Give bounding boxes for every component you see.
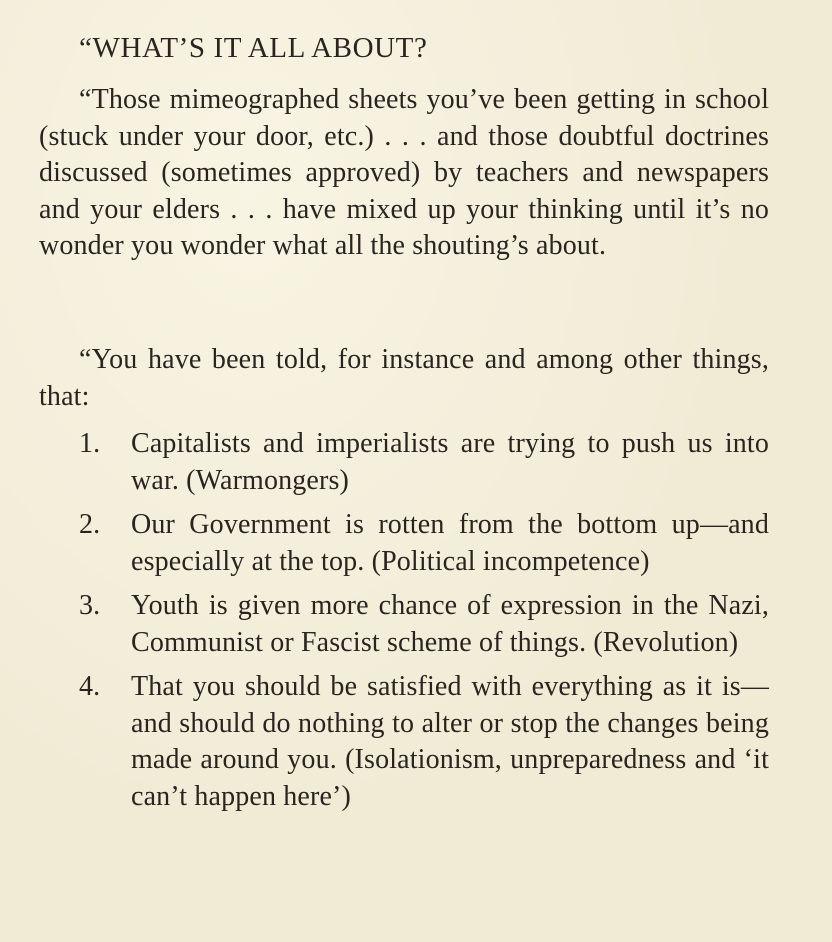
- claims-list: [79, 426, 769, 815]
- list-item-text: Capitalists and imperialists are trying to push us into war. (Warmongers): [131, 428, 769, 496]
- list-item-number: 3.: [79, 590, 101, 621]
- section-heading: “WHAT’S IT ALL ABOUT?: [79, 32, 428, 64]
- list-item-text: Our Government is rotten from the bottom up—and especially at the top. (Political incompetence): [131, 509, 769, 577]
- list-item-number: 1.: [79, 428, 101, 459]
- intro-paragraph: “Those mimeographed sheets you’ve been getting in school (stuck under your door, etc.) . . . and those doubtful doctrines discussed (sometimes approved) by teachers and newspapers and your elders . . . have mixed up your thinking until it’s no wonder you wonder what all the shouting’s about.: [39, 84, 769, 261]
- list-item-number: 4.: [79, 671, 101, 702]
- list-item-number: 2.: [79, 509, 101, 540]
- list-item: [79, 507, 769, 580]
- list-item-text: Youth is given more chance of expression in the Nazi, Communist or Fascist scheme of things. (Revolution): [131, 590, 769, 658]
- list-item: [79, 669, 769, 815]
- lead-in-paragraph: “You have been told, for instance and among other things, that:: [39, 344, 769, 412]
- list-item: [79, 588, 769, 661]
- list-item: [79, 426, 769, 499]
- list-item-text: That you should be satisfied with everything as it is—and should do nothing to alter or stop the changes being made around you. (Isolationism, unpreparedness and ‘it can’t happen here’): [131, 671, 769, 812]
